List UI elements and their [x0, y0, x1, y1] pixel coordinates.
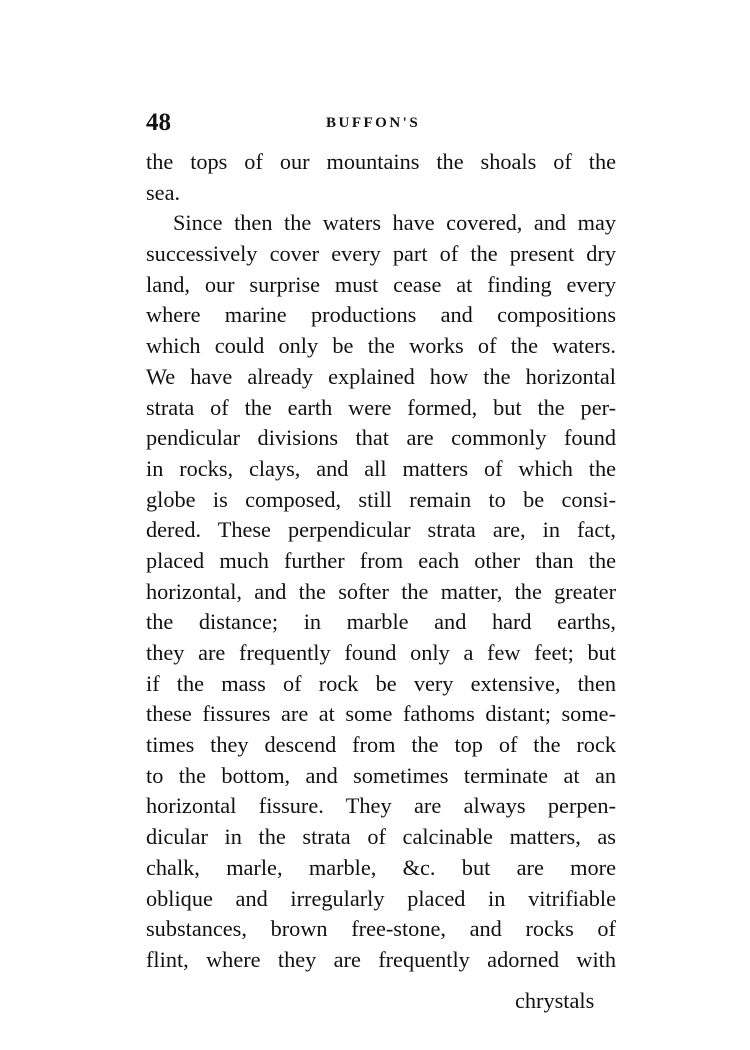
running-head: BUFFON'S [326, 115, 421, 131]
text-line: oblique and irregularly placed in vitrifiable [146, 885, 616, 911]
text-line: land, our surprise must cease at finding every [146, 271, 616, 297]
page-header [146, 108, 446, 138]
text-line: pendicular divisions that are commonly found [146, 425, 616, 451]
text-line: to the bottom, and sometimes terminate at an [146, 762, 616, 788]
text-line: strata of the earth were formed, but the per- [146, 394, 616, 420]
text-line: they are frequently found only a few feet; but [146, 640, 616, 665]
text-line: dicular in the strata of calcinable matters, as [146, 824, 616, 850]
text-line: these fissures are at some fathoms distant; some- [146, 701, 616, 727]
text-line: Since then the waters have covered, and may [173, 210, 616, 236]
text-line: sea. [146, 179, 181, 205]
text-line: flint, where they are frequently adorned with [146, 946, 616, 972]
text-line: horizontal, and the softer the matter, the greater [146, 578, 616, 604]
text-line: globe is composed, still remain to be consi- [146, 486, 616, 512]
text-line: horizontal fissure. They are always perpen- [146, 793, 616, 819]
text-line: which could only be the works of the waters. [146, 333, 616, 359]
text-line: if the mass of rock be very extensive, then [146, 670, 616, 696]
page-number: 48 [146, 109, 171, 136]
text-line: successively cover every part of the present dry [146, 241, 616, 267]
text-line: the tops of our mountains the shoals of the [146, 149, 616, 174]
text-line: the distance; in marble and hard earths, [146, 609, 616, 635]
text-line: substances, brown free-stone, and rocks of [146, 916, 616, 942]
text-line: chalk, marle, marble, &c. but are more [146, 854, 616, 880]
text-line: times they descend from the top of the rock [146, 732, 616, 758]
catchword: chrystals [515, 988, 595, 1013]
body-text [146, 147, 616, 1027]
text-line: placed much further from each other than the [146, 547, 616, 573]
text-line: dered. These perpendicular strata are, in fact, [146, 517, 616, 543]
text-line: in rocks, clays, and all matters of which the [146, 455, 616, 481]
text-line: where marine productions and compositions [146, 302, 616, 328]
text-line: We have already explained how the horizontal [146, 363, 616, 389]
